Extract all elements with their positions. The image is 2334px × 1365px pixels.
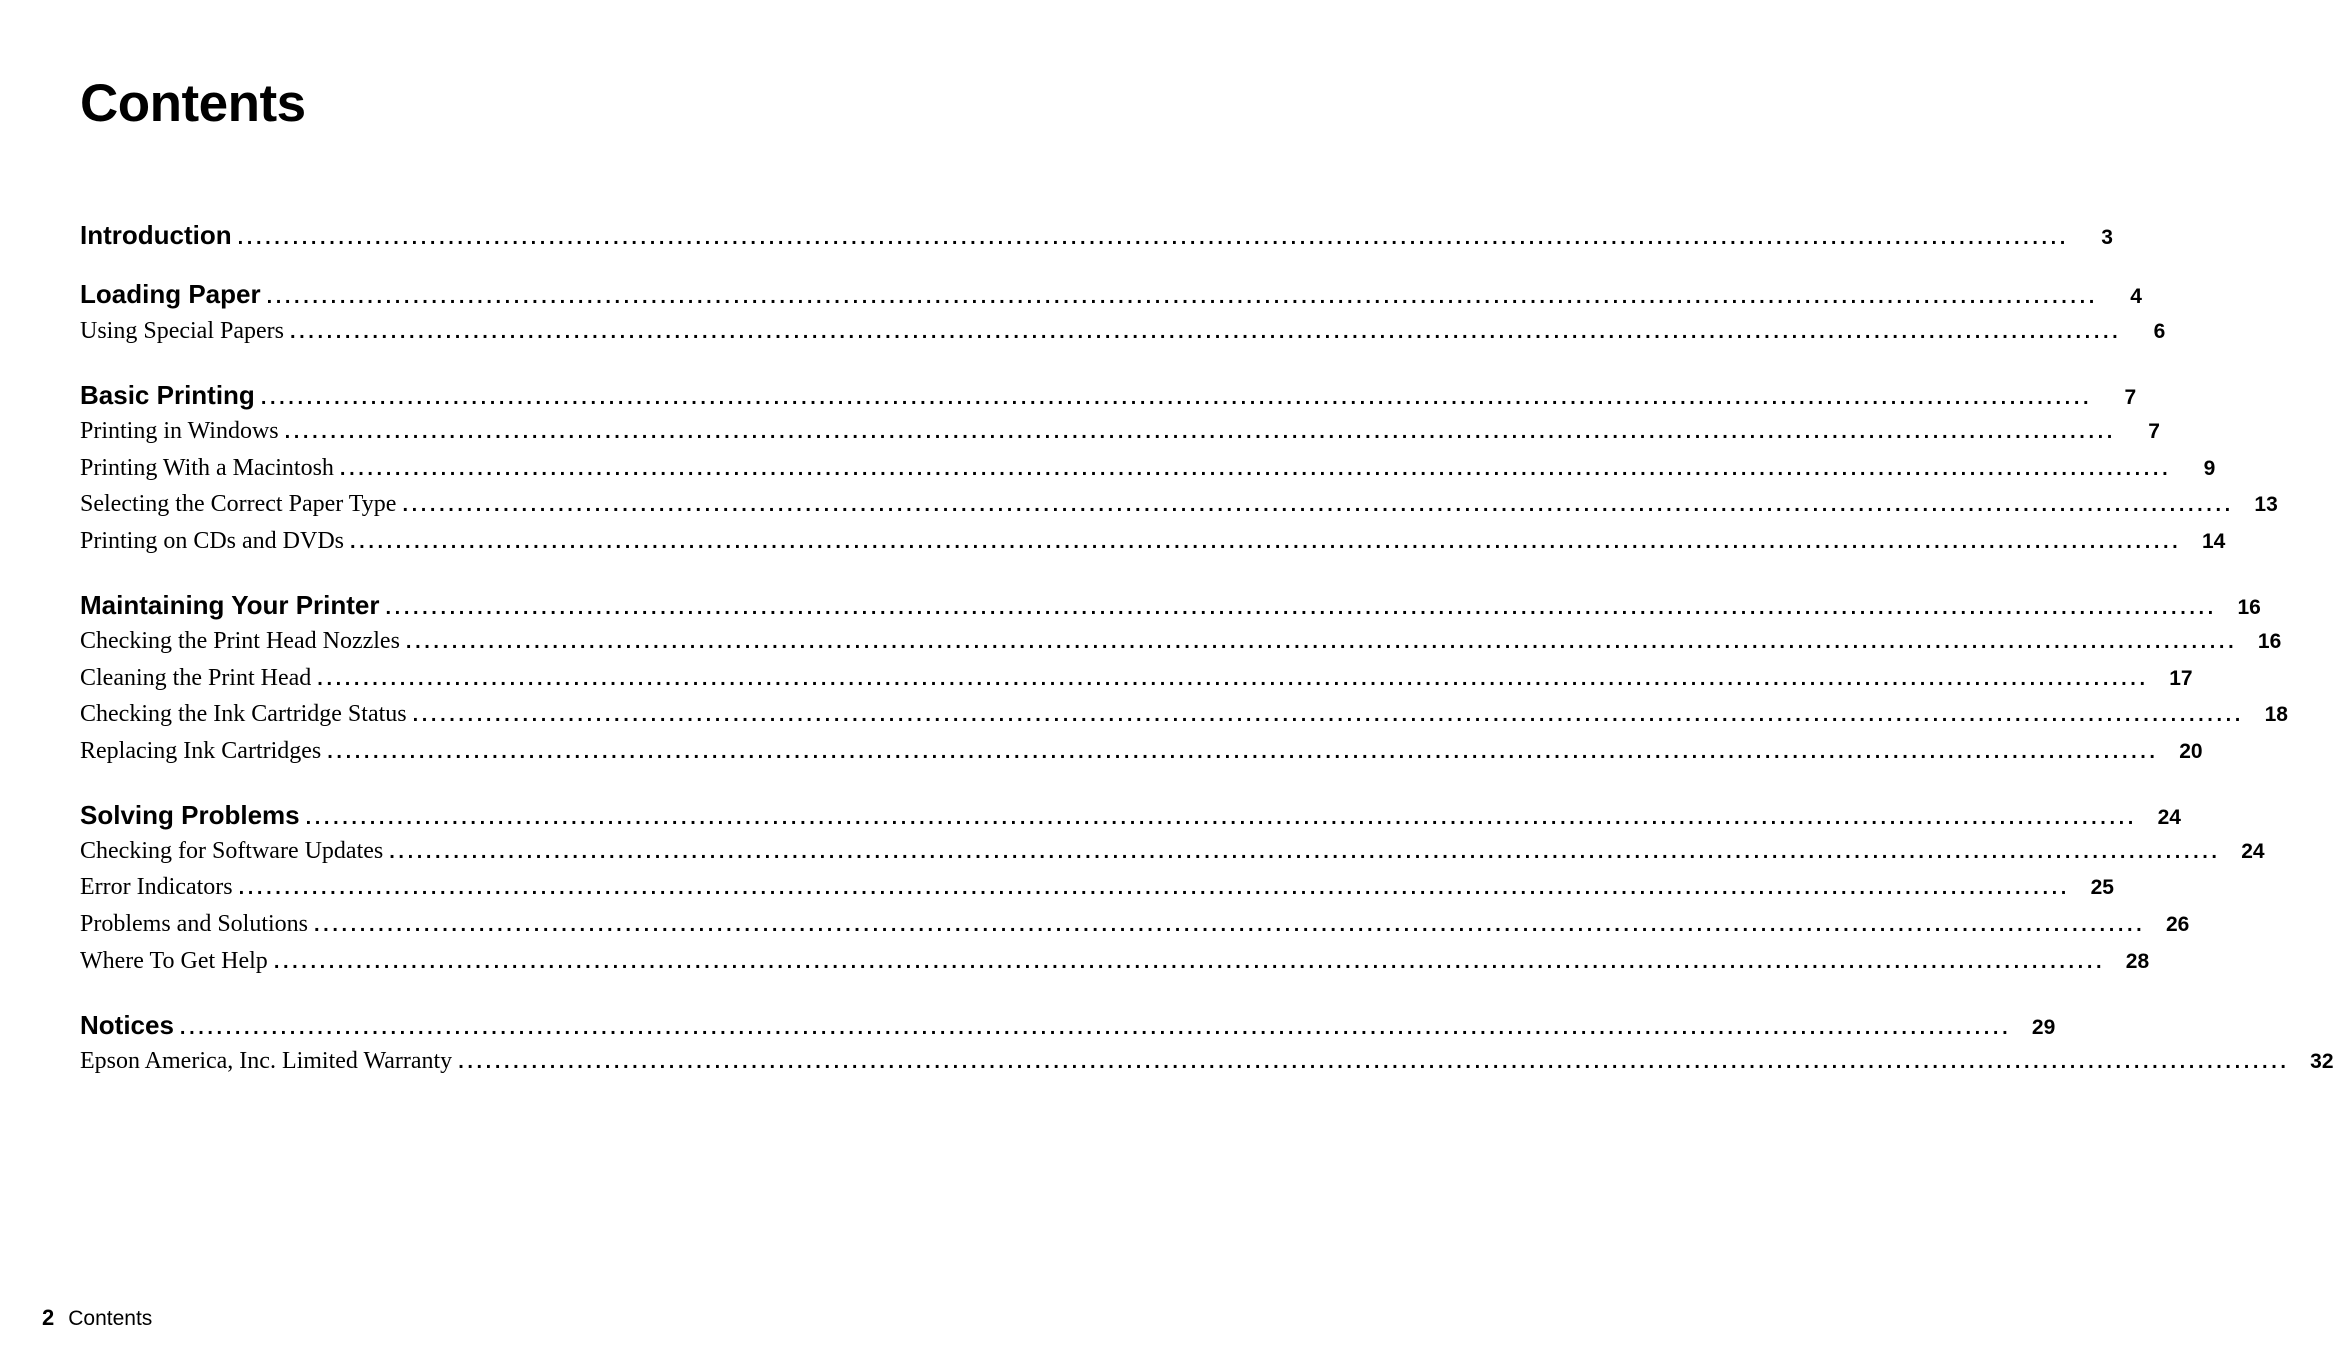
dot-leader: ........................................................................................................................................................................................................	[284, 421, 2116, 443]
dot-leader: ........................................................................................................................................................................................................	[405, 631, 2238, 653]
toc-section-entry[interactable]	[80, 911, 2190, 943]
toc-chapter-entry[interactable]	[80, 279, 2142, 311]
footer-page-number: 2	[42, 1305, 55, 1330]
toc-section-entry[interactable]	[80, 318, 2166, 350]
toc-entry-page-number: 24	[2241, 840, 2265, 863]
toc-section-entry[interactable]	[80, 838, 2265, 870]
toc-section-entry[interactable]	[80, 491, 2278, 523]
toc-chapter-entry[interactable]	[80, 220, 2113, 252]
dot-leader: ........................................................................................................................................................................................................	[385, 597, 2217, 619]
toc-entry-title: Where To Get Help	[80, 948, 268, 974]
dot-leader: ........................................................................................................................................................................................................	[266, 286, 2098, 308]
toc-entry-page-number: 28	[2125, 950, 2150, 973]
toc-entry-page-number: 7	[2148, 420, 2160, 443]
toc-chapter-entry[interactable]	[80, 800, 2181, 832]
dot-leader: ........................................................................................................................................................................................................	[389, 841, 2221, 863]
toc-entry-title: Epson America, Inc. Limited Warranty	[80, 1048, 453, 1074]
toc-entry-title: Basic Printing	[80, 380, 255, 410]
toc-entry-page-number: 3	[2101, 226, 2113, 249]
footer-label: Contents	[68, 1307, 153, 1330]
toc-entry-title: Printing With a Macintosh	[80, 455, 334, 481]
dot-leader: ........................................................................................................................................................................................................	[238, 877, 2070, 899]
toc-chapter-entry[interactable]	[80, 590, 2261, 622]
page-footer	[42, 1305, 152, 1335]
toc-section-entry[interactable]	[80, 948, 2150, 980]
toc-entry-title: Checking for Software Updates	[80, 838, 384, 864]
dot-leader: ........................................................................................................................................................................................................	[412, 704, 2244, 726]
toc-entry-title: Printing in Windows	[80, 418, 279, 444]
toc-entry-page-number: 4	[2130, 285, 2142, 308]
dot-leader: ........................................................................................................................................................................................................	[305, 807, 2137, 829]
toc-entry-page-number: 25	[2090, 876, 2114, 899]
dot-leader: ........................................................................................................................................................................................................	[289, 321, 2122, 343]
toc-entry-title: Notices	[80, 1010, 174, 1040]
dot-leader: ........................................................................................................................................................................................................	[458, 1051, 2290, 1073]
toc-section-entry[interactable]	[80, 738, 2203, 770]
toc-entry-title: Loading Paper	[80, 279, 261, 309]
toc-entry-title: Selecting the Correct Paper Type	[80, 491, 397, 517]
toc-entry-page-number: 13	[2254, 493, 2278, 516]
toc-section-entry[interactable]	[80, 628, 2282, 660]
toc-entry-title: Cleaning the Print Head	[80, 665, 312, 691]
page-title: Contents	[80, 74, 306, 133]
toc-entry-page-number: 18	[2264, 703, 2288, 726]
toc-entry-title: Replacing Ink Cartridges	[80, 738, 322, 764]
dot-leader: ........................................................................................................................................................................................................	[314, 914, 2146, 936]
toc-section-entry[interactable]	[80, 528, 2226, 560]
toc-chapter-entry[interactable]	[80, 380, 2137, 412]
dot-leader: ........................................................................................................................................................................................................	[317, 668, 2149, 690]
toc-entry-page-number: 26	[2165, 913, 2190, 936]
toc-entry-title: Introduction	[80, 220, 232, 250]
toc-entry-page-number: 24	[2157, 806, 2181, 829]
dot-leader: ........................................................................................................................................................................................................	[339, 458, 2172, 480]
toc-entry-title: Maintaining Your Printer	[80, 590, 380, 620]
toc-section-entry[interactable]	[80, 701, 2288, 733]
toc-entry-title: Checking the Print Head Nozzles	[80, 628, 400, 654]
toc-section-entry[interactable]	[80, 665, 2193, 697]
toc-section-entry[interactable]	[80, 418, 2160, 450]
dot-leader: ........................................................................................................................................................................................................	[327, 741, 2159, 763]
toc-entry-title: Using Special Papers	[80, 318, 284, 344]
toc-entry-page-number: 32	[2310, 1050, 2334, 1073]
dot-leader: ........................................................................................................................................................................................................	[260, 387, 2093, 409]
dot-leader: ........................................................................................................................................................................................................	[237, 227, 2069, 249]
toc-entry-title: Error Indicators	[80, 874, 233, 900]
dot-leader: ........................................................................................................................................................................................................	[350, 531, 2182, 553]
dot-leader: ........................................................................................................................................................................................................	[402, 494, 2234, 516]
toc-entry-page-number: 20	[2179, 740, 2203, 763]
toc-entry-page-number: 29	[2031, 1016, 2056, 1039]
dot-leader: ........................................................................................................................................................................................................	[179, 1017, 2012, 1039]
toc-entry-title: Solving Problems	[80, 800, 300, 830]
toc-entry-page-number: 6	[2153, 320, 2166, 343]
toc-section-entry[interactable]	[80, 874, 2114, 906]
dot-leader: ........................................................................................................................................................................................................	[273, 951, 2106, 973]
toc-entry-page-number: 16	[2257, 630, 2282, 653]
toc-entry-page-number: 16	[2237, 596, 2261, 619]
toc-entry-page-number: 9	[2203, 457, 2216, 480]
toc-entry-page-number: 7	[2124, 386, 2137, 409]
toc-entry-page-number: 14	[2201, 530, 2226, 553]
toc-section-entry[interactable]	[80, 1048, 2334, 1080]
toc-entry-page-number: 17	[2169, 667, 2193, 690]
toc-section-entry[interactable]	[80, 455, 2216, 487]
toc-entry-title: Checking the Ink Cartridge Status	[80, 701, 407, 727]
toc-entry-title: Printing on CDs and DVDs	[80, 528, 345, 554]
toc-chapter-entry[interactable]	[80, 1010, 2056, 1042]
toc-entry-title: Problems and Solutions	[80, 911, 309, 937]
